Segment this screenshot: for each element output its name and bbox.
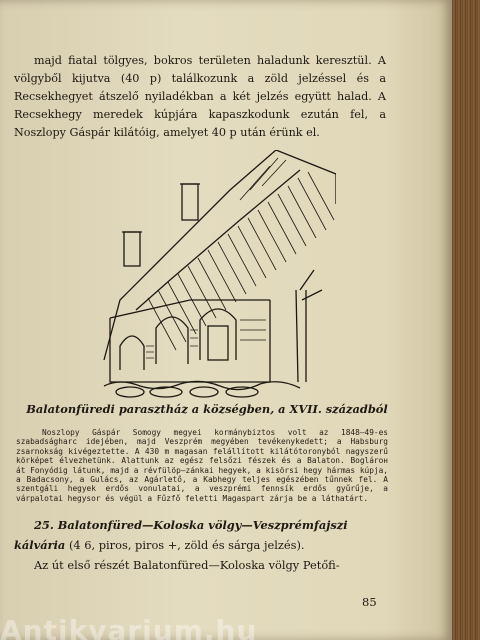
route-start: Az út első részét Balatonfüred—Koloska völgy Petőfi- [34, 558, 340, 572]
page-number: 85 [362, 595, 377, 609]
top-paragraph [14, 52, 386, 142]
illustration-caption: Balatonfüredi parasztház a községben, a XVII. századból [26, 402, 388, 416]
watermark-logo: Antikvarium.hu [0, 614, 258, 640]
book-edge [452, 0, 480, 640]
farmhouse-illustration [100, 150, 336, 398]
route-markers: (4 6, piros, piros +, zöld és sárga jelzés). [68, 538, 305, 552]
top-paragraph-text: majd fiatal tölgyes, bokros területen haladunk keresztül. A völgyből kijutva (40 p) találkozunk a zöld jelzéssel és a Recsekhegyet átszelő nyiladékban a két jelzés együtt halad. A Recsekhegy meredek kúpjára kapaszkodunk ezután fel, a Noszlopy Gáspár kilátóig, amelyet 40 p után érünk el. [14, 54, 386, 139]
route-title: 25. Balatonfüred—Koloska völgy—Veszprémfajszi kálvária [14, 518, 348, 552]
noszlopy-paragraph [16, 428, 388, 503]
noszlopy-paragraph-text: Noszlopy Gáspár Somogy megyei kormánybiztos volt az 1848—49-es szabadságharc idejében, majd Veszprém megyében tevékenykedett; a Habsburg zsarnokság kivégeztette. A 430 m magasan felállított kilátótoronyból nagyszerű körképet élvezhetünk. Alattunk az egész felsőzi fészek és a Balaton. Boglárон át Fonyódig látunk, majd a révfülöp—zánkai hegyek, a kisörsi hegy hármas kúpja, a Badacsony, a Gulács, az Agárlető, a Kabhegy teljes egészében tűnnek fel. A szentgáli hegyek erdős vonulatai, a veszprémi fennsík erdős gyűrűje, a várpalotai hegysor és végül a Fűzfő feletti Magaspart zárja be a láthatárt. [16, 428, 388, 503]
route-section [14, 515, 388, 575]
